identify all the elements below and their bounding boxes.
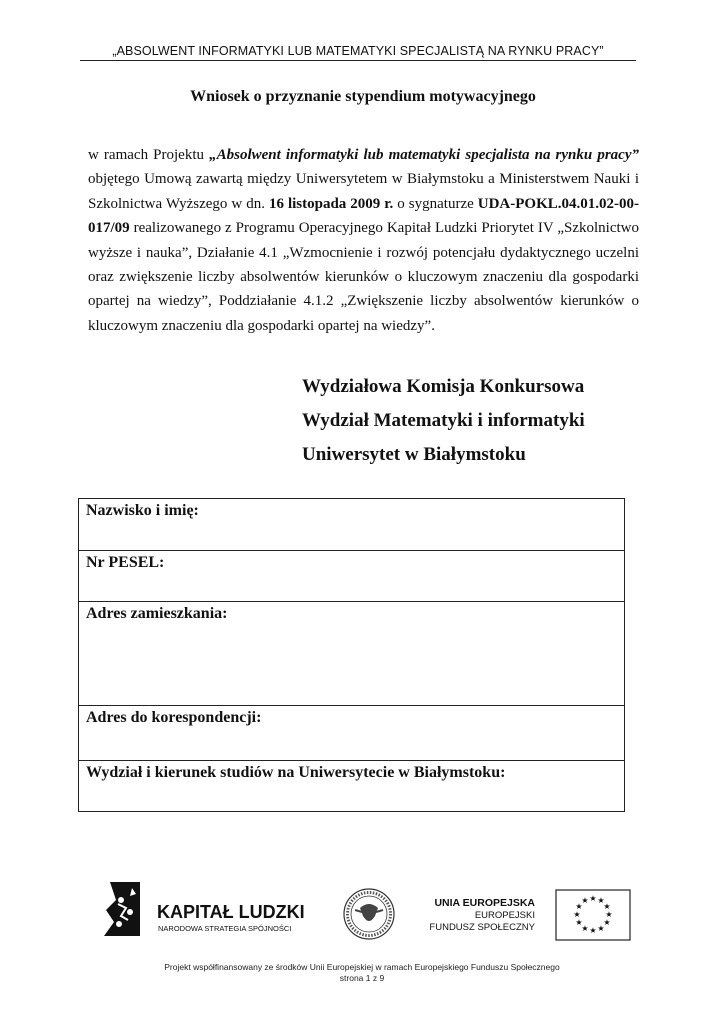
svg-text:★: ★ (581, 924, 589, 933)
form-field-label: Adres do korespondencji: (86, 709, 262, 726)
eu-flag-icon (556, 890, 630, 940)
svg-text:★: ★ (575, 902, 583, 911)
intro-date: 16 listopada 2009 r. (268, 195, 394, 212)
kapital-ludzki-title: KAPITAŁ LUDZKI (157, 902, 305, 922)
ue-line-2: EUROPEJSKI (474, 910, 535, 921)
header-divider (80, 60, 636, 61)
svg-text:★: ★ (603, 918, 611, 927)
page-number: strona 1 z 9 (339, 973, 385, 983)
logo-bar (0, 870, 724, 950)
kapital-ludzki-icon (104, 882, 140, 936)
intro-text-1: w ramach Projektu (88, 147, 210, 163)
kapital-ludzki-subtitle: NARODOWA STRATEGIA SPÓJNOŚCI (158, 924, 292, 933)
form-field-faculty[interactable] (79, 760, 624, 812)
intro-paragraph (88, 143, 639, 338)
document-title: Wniosek o przyznanie stypendium motywacyjnego (190, 88, 536, 105)
intro-project-name: „Absolwent informatyki lub matematyki specjalista na rynku pracy” (209, 147, 639, 163)
recipient-line-2: Wydział Matematyki i informatyki (302, 410, 585, 431)
form-field-name[interactable] (79, 499, 624, 550)
form-field-pesel[interactable] (79, 550, 624, 601)
application-form (78, 498, 625, 812)
svg-text:★: ★ (575, 918, 583, 927)
ue-line-3: FUNDUSZ SPOŁECZNY (429, 922, 535, 933)
svg-text:★: ★ (603, 902, 611, 911)
intro-signature: UDA-POKL.04.01.02-00-017/09 (88, 195, 639, 237)
recipient-block (302, 370, 585, 472)
form-field-address[interactable] (79, 601, 624, 705)
svg-text:★: ★ (589, 926, 597, 935)
form-field-label: Nr PESEL: (86, 554, 165, 571)
svg-text:★: ★ (573, 910, 581, 919)
recipient-line-3: Uniwersytet w Białymstoku (302, 444, 526, 465)
form-field-label: Wydział i kierunek studiów na Uniwersytecie w Białymstoku: (86, 764, 506, 781)
ue-title: UNIA EUROPEJSKA (434, 897, 535, 909)
recipient-line-1: Wydziałowa Komisja Konkursowa (302, 376, 585, 397)
svg-text:★: ★ (605, 910, 613, 919)
intro-text-3: o sygnaturze (393, 195, 478, 212)
svg-text:★: ★ (589, 894, 597, 903)
intro-text-4: realizowanego z Programu Operacyjnego Kapitał Ludzki Priorytet IV „Szkolnictwo wyższe i nauka”, Działanie 4.1 „Wzmocnienie i rozwój potencjału dydaktycznego uczelni oraz zwiększenie liczby absolwentów kierunków o kluczowym znaczeniu dla gospodarki opartej na wiedzy”, Poddziałanie 4.1.2 „Zwiększenie liczby absolwentów kierunków o kluczowym znaczeniu dla gospodarki opartej na wiedzy”. (88, 220, 639, 334)
university-seal-icon (344, 889, 394, 939)
page-header: „ABSOLWENT INFORMATYKI LUB MATEMATYKI SPECJALISTĄ NA RYNKU PRACY” (112, 44, 604, 58)
form-field-label: Nazwisko i imię: (86, 502, 199, 519)
svg-text:★: ★ (581, 896, 589, 905)
form-field-correspondence-address[interactable] (79, 705, 624, 760)
footer-cofinancing: Projekt współfinansowany ze środków Unii Europejskiej w ramach Europejskiego Funduszu Społecznego (164, 962, 560, 972)
svg-text:★: ★ (597, 924, 605, 933)
page-footer (0, 962, 724, 984)
form-field-label: Adres zamieszkania: (86, 605, 228, 622)
svg-text:★: ★ (597, 896, 605, 905)
intro-text-2: objętego Umową zawartą między Uniwersytetem w Białymstoku a Ministerstwem Nauki i Szkolnictwa Wyższego w dn. (88, 171, 639, 212)
